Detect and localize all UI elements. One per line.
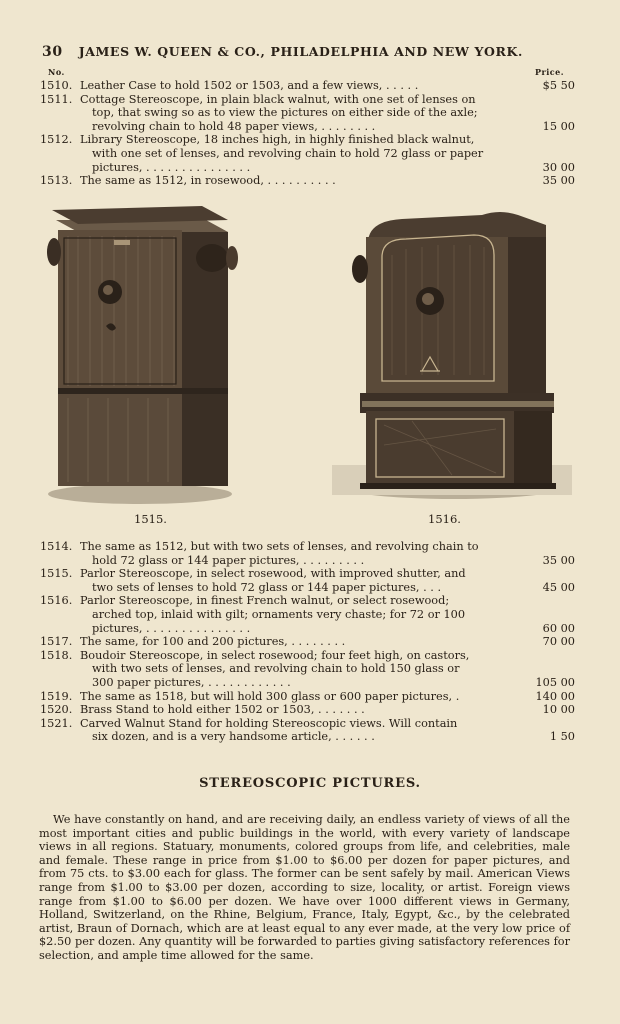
entry-number: 1511.	[40, 92, 73, 106]
entry-line: with two sets of lenses, and revolving chain to hold 150 glass or	[92, 662, 460, 676]
entry-description	[80, 594, 515, 635]
entry-description	[80, 133, 515, 174]
entry-line: hold 72 glass or 144 paper pictures, . . . . . . . . .	[92, 553, 365, 567]
entry-price: 1 50	[549, 730, 575, 744]
entry-description	[80, 717, 515, 744]
entry-description	[80, 649, 515, 690]
entry-description	[80, 540, 515, 567]
entry-line: two sets of lenses to hold 72 glass or 144 paper pictures, . . .	[92, 580, 442, 594]
entry-line: The same as 1518, but will hold 300 glass or 600 paper pictures, .	[80, 689, 460, 703]
entry-line: top, that swing so as to view the pictures on either side of the axle;	[92, 106, 478, 120]
entry-description	[80, 79, 515, 93]
entry-description	[80, 174, 515, 188]
section-title: STEREOSCOPIC PICTURES.	[199, 776, 421, 791]
entry-number: 1513.	[40, 174, 73, 188]
running-header	[42, 44, 572, 60]
catalog-entries-top	[40, 79, 575, 188]
catalog-entry	[40, 540, 575, 567]
figure-label-1516: 1516.	[428, 512, 461, 526]
entry-description	[80, 567, 515, 594]
entry-line: Boudoir Stereoscope, in select rosewood; four feet high, on castors,	[80, 648, 470, 662]
page-number: 30	[42, 44, 63, 60]
entry-price: 35 00	[542, 174, 575, 188]
entry-line: six dozen, and is a very handsome article, . . . . . .	[92, 730, 375, 744]
entry-line: revolving chain to hold 48 paper views, . . . . . . . .	[92, 119, 376, 133]
catalog-entry	[40, 703, 575, 717]
catalog-entry	[40, 594, 575, 635]
entry-number: 1510.	[40, 79, 73, 92]
catalog-entry	[40, 567, 575, 594]
entry-price: 140 00	[535, 689, 575, 703]
entry-line: arched top, inlaid with gilt; ornaments very chaste; for 72 or 100	[92, 607, 466, 621]
entry-line: with one set of lenses, and revolving chain to hold 72 glass or paper	[92, 146, 484, 160]
entry-line: The same as 1512, in rosewood, . . . . . . . . . .	[80, 174, 336, 188]
entry-line: Carved Walnut Stand for holding Stereoscopic views. Will contain	[80, 716, 458, 730]
entry-price: 15 00	[542, 119, 575, 133]
entry-description	[80, 93, 515, 134]
catalog-entry	[40, 79, 575, 93]
entry-number: 1515.	[40, 567, 73, 581]
entry-number: 1518.	[40, 648, 73, 662]
entry-line: Cottage Stereoscope, in plain black walnut, with one set of lenses on	[80, 92, 476, 106]
catalog-entry	[40, 93, 575, 134]
entry-line: pictures, . . . . . . . . . . . . . . .	[92, 160, 251, 174]
catalog-entry	[40, 174, 575, 188]
entry-line: Parlor Stereoscope, in select rosewood, with improved shutter, and	[80, 567, 466, 581]
cabinet-stereoscope-plain-icon	[44, 202, 238, 508]
column-head-number: No.	[48, 67, 65, 77]
catalog-entry	[40, 635, 575, 649]
entry-description	[80, 690, 515, 704]
entry-price: 35 00	[542, 553, 575, 567]
catalog-entry	[40, 649, 575, 690]
running-title: JAMES W. QUEEN & CO., PHILADELPHIA AND NEW YORK.	[78, 44, 523, 59]
catalog-entries-bottom	[40, 540, 575, 744]
entry-price: $5 50	[542, 79, 575, 92]
entry-line: 300 paper pictures, . . . . . . . . . . . .	[92, 675, 291, 689]
entry-price: 60 00	[542, 621, 575, 635]
entry-line: Library Stereoscope, 18 inches high, in highly finished black walnut,	[80, 133, 475, 147]
entry-line: Parlor Stereoscope, in finest French walnut, or select rosewood;	[80, 594, 450, 608]
entry-price: 30 00	[542, 160, 575, 174]
catalog-entry	[40, 133, 575, 174]
entry-number: 1520.	[40, 703, 73, 717]
figure-label-1515: 1515.	[134, 512, 167, 526]
entry-number: 1512.	[40, 133, 73, 147]
entry-number: 1514.	[40, 540, 73, 553]
catalog-entry	[40, 690, 575, 704]
entry-line: Leather Case to hold 1502 or 1503, and a few views, . . . . .	[80, 79, 419, 92]
entry-description	[80, 703, 515, 717]
entry-price: 45 00	[542, 580, 575, 594]
entry-price: 10 00	[542, 703, 575, 717]
entry-price: 105 00	[535, 675, 575, 689]
entry-line: The same as 1512, but with two sets of lenses, and revolving chain to	[80, 540, 479, 553]
entry-price: 70 00	[542, 635, 575, 649]
entry-line: Brass Stand to hold either 1502 or 1503, . . . . . . .	[80, 703, 365, 717]
entry-number: 1521.	[40, 716, 73, 730]
section-paragraph: We have constantly on hand, and are receiving daily, an endless variety of views of all the most important cities and public buildings in the world, with every variety of landscape views in all regions. Statuary, monuments, colored groups from life, and celebrities, male and female. These range in price from $1.00 to $6.00 per dozen for paper pictures, and from 75 cts. to $3.00 each for glass. The former can be sent safely by mail. American Views range from $1.00 to $3.00 per dozen, according to size, locality, or artist. Foreign views range from $1.00 to $6.00 per dozen. We have over 1000 different views in Germany, Holland, Switzerland, on the Rhine, Belgium, France, Italy, Egypt, &c., by the celebrated artist, Braun of Dornach, which are at least equal to any ever made, at the very low price of $2.50 per dozen. Any quantity will be forwarded to parties giving satisfactory references for selection, and ample time allowed for the same.	[39, 813, 570, 962]
cabinet-stereoscope-arched-icon	[332, 205, 572, 510]
entry-line: The same, for 100 and 200 pictures, . . . . . . . .	[80, 635, 346, 649]
catalog-entry	[40, 717, 575, 744]
entry-number: 1517.	[40, 635, 73, 649]
entry-description	[80, 635, 515, 649]
column-head-price: Price.	[535, 67, 565, 77]
entry-line: pictures, . . . . . . . . . . . . . . .	[92, 621, 251, 635]
entry-number: 1516.	[40, 594, 73, 608]
entry-number: 1519.	[40, 689, 73, 703]
